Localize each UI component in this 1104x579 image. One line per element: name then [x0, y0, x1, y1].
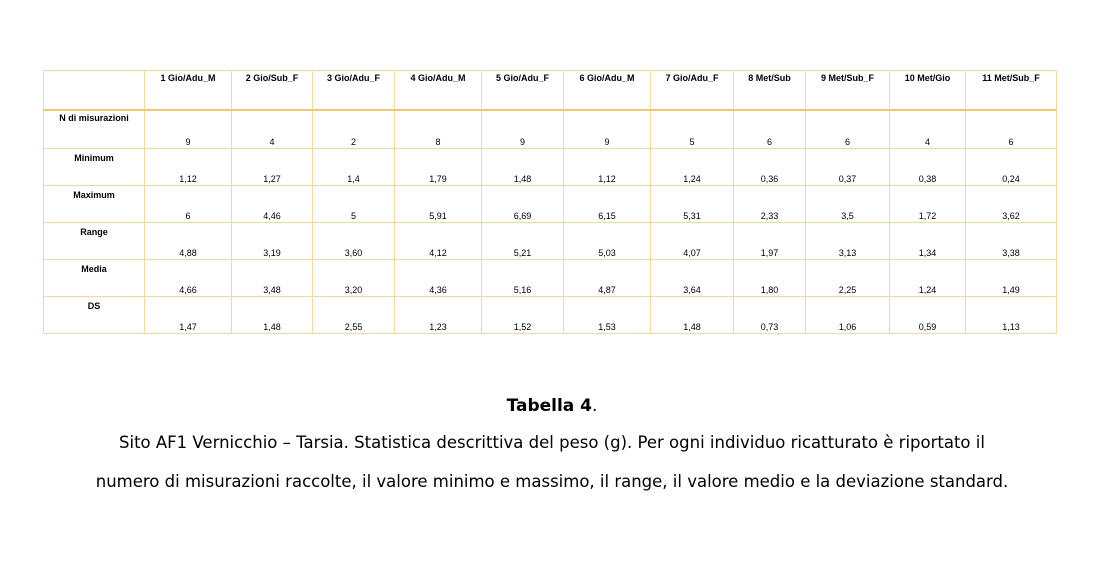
column-header: 9 Met/Sub_F [806, 71, 890, 111]
table-cell: 0,36 [734, 148, 806, 185]
table-cell: 4,12 [395, 222, 482, 259]
table-cell: 3,38 [966, 222, 1057, 259]
table-cell: 2,55 [313, 296, 395, 333]
table-cell: 1,12 [564, 148, 651, 185]
table-cell: 4,46 [232, 185, 313, 222]
table-cell: 4,87 [564, 259, 651, 296]
row-label: Media [44, 259, 145, 296]
table-cell: 9 [482, 110, 564, 148]
table-row [44, 259, 1057, 296]
table-cell: 3,64 [651, 259, 734, 296]
table-cell: 5,03 [564, 222, 651, 259]
table-cell: 1,52 [482, 296, 564, 333]
table-cell: 1,97 [734, 222, 806, 259]
table-cell: 5,21 [482, 222, 564, 259]
table-cell: 1,53 [564, 296, 651, 333]
column-header: 8 Met/Sub [734, 71, 806, 111]
table-cell: 1,23 [395, 296, 482, 333]
table-cell: 3,20 [313, 259, 395, 296]
table-cell: 8 [395, 110, 482, 148]
table-cell: 3,48 [232, 259, 313, 296]
table-cell: 3,60 [313, 222, 395, 259]
table-cell: 1,48 [651, 296, 734, 333]
table-row [44, 296, 1057, 333]
column-header: 1 Gio/Adu_M [145, 71, 232, 111]
caption-title-suffix: . [592, 396, 598, 416]
row-label: DS [44, 296, 145, 333]
row-label: Range [44, 222, 145, 259]
table-cell: 6,69 [482, 185, 564, 222]
table-cell: 3,62 [966, 185, 1057, 222]
column-header: 11 Met/Sub_F [966, 71, 1057, 111]
column-header: 5 Gio/Adu_F [482, 71, 564, 111]
table-cell: 6 [966, 110, 1057, 148]
table-cell: 3,13 [806, 222, 890, 259]
table-cell: 1,4 [313, 148, 395, 185]
column-header: 6 Gio/Adu_M [564, 71, 651, 111]
table-cell: 3,5 [806, 185, 890, 222]
column-header: 3 Gio/Adu_F [313, 71, 395, 111]
table-row [44, 148, 1057, 185]
table-cell: 1,49 [966, 259, 1057, 296]
table-cell: 4 [890, 110, 966, 148]
table-cell: 0,73 [734, 296, 806, 333]
table-cell: 4,88 [145, 222, 232, 259]
column-header: 7 Gio/Adu_F [651, 71, 734, 111]
table-cell: 1,48 [482, 148, 564, 185]
table-cell: 0,59 [890, 296, 966, 333]
table-cell: 1,24 [651, 148, 734, 185]
table-cell: 1,47 [145, 296, 232, 333]
table-cell: 5 [651, 110, 734, 148]
row-label: N di misurazioni [44, 110, 145, 148]
table-cell: 9 [564, 110, 651, 148]
table-cell: 9 [145, 110, 232, 148]
table-cell: 1,34 [890, 222, 966, 259]
table-cell: 1,48 [232, 296, 313, 333]
table-cell: 5,16 [482, 259, 564, 296]
table-cell: 1,06 [806, 296, 890, 333]
corner-cell [44, 71, 145, 111]
column-header: 10 Met/Gio [890, 71, 966, 111]
table-cell: 4,36 [395, 259, 482, 296]
table-cell: 3,19 [232, 222, 313, 259]
table-cell: 6 [734, 110, 806, 148]
table-cell: 1,80 [734, 259, 806, 296]
table-cell: 1,12 [145, 148, 232, 185]
table-cell: 5 [313, 185, 395, 222]
column-header: 2 Gio/Sub_F [232, 71, 313, 111]
caption-title [0, 396, 1104, 416]
table-header-row [44, 71, 1057, 111]
table-cell: 4 [232, 110, 313, 148]
table-row [44, 110, 1057, 148]
table-cell: 2,25 [806, 259, 890, 296]
table-cell: 1,72 [890, 185, 966, 222]
table-cell: 1,24 [890, 259, 966, 296]
table-cell: 6,15 [564, 185, 651, 222]
table-cell: 0,38 [890, 148, 966, 185]
table-cell: 1,13 [966, 296, 1057, 333]
table-cell: 4,66 [145, 259, 232, 296]
weight-statistics-table [43, 70, 1057, 334]
table-cell: 5,31 [651, 185, 734, 222]
table-cell: 5,91 [395, 185, 482, 222]
table-cell: 1,27 [232, 148, 313, 185]
table-cell: 2,33 [734, 185, 806, 222]
table-cell: 4,07 [651, 222, 734, 259]
table-cell: 6 [806, 110, 890, 148]
table-row [44, 185, 1057, 222]
table-cell: 0,24 [966, 148, 1057, 185]
table-cell: 2 [313, 110, 395, 148]
column-header: 4 Gio/Adu_M [395, 71, 482, 111]
row-label: Minimum [44, 148, 145, 185]
table-cell: 0,37 [806, 148, 890, 185]
table-row [44, 222, 1057, 259]
table-cell: 1,79 [395, 148, 482, 185]
caption-line-2: numero di misurazioni raccolte, il valore minimo e massimo, il range, il valore medio e la deviazione standard. [95, 472, 1009, 491]
row-label: Maximum [44, 185, 145, 222]
table-cell: 6 [145, 185, 232, 222]
caption-title-label: Tabella 4 [506, 396, 593, 416]
caption-line-1: Sito AF1 Vernicchio – Tarsia. Statistica descrittiva del peso (g). Per ogni individuo ricatturato è riportato il [119, 433, 985, 452]
table-body [44, 110, 1057, 333]
